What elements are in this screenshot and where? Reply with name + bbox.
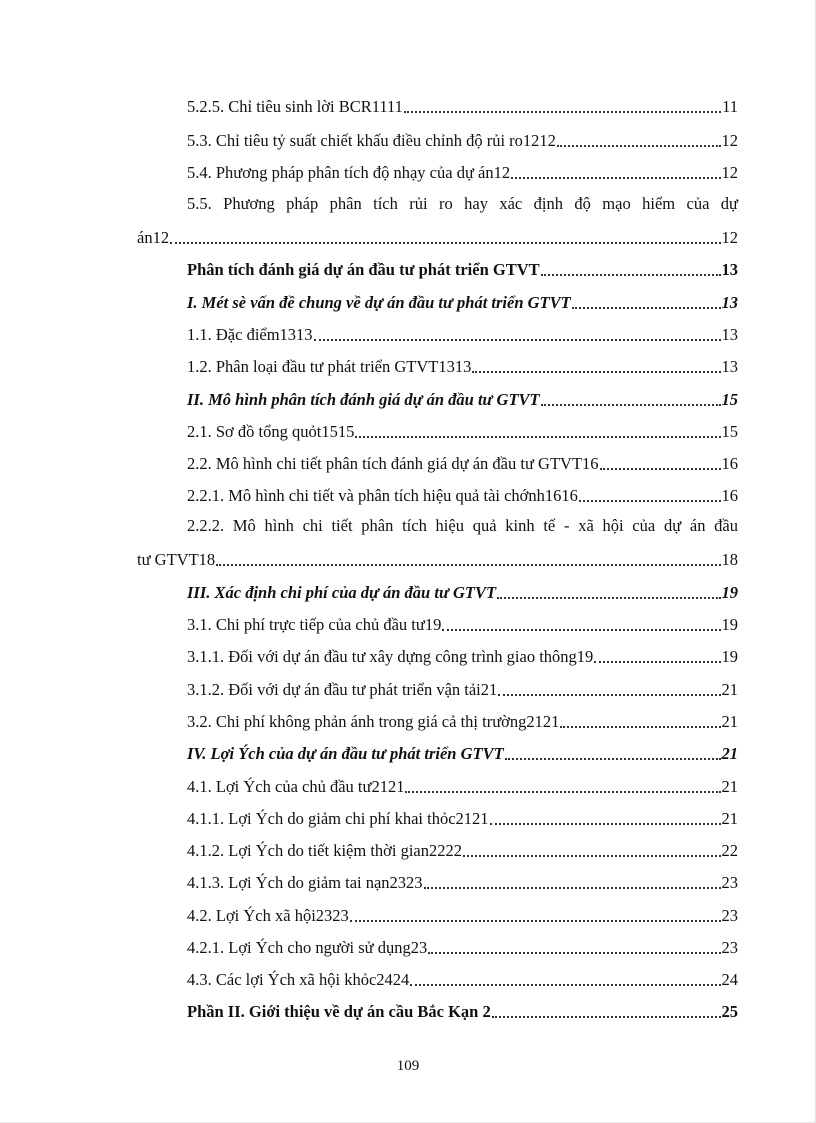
dot-leader xyxy=(497,581,720,599)
toc-entry-text: 4.1. Lợi Ých của chủ đầu tư2121 xyxy=(187,777,405,796)
dot-leader xyxy=(541,258,721,276)
page-number: 109 xyxy=(396,1058,420,1074)
toc-entry-3-2[interactable] xyxy=(187,709,738,733)
dot-leader xyxy=(579,484,721,502)
toc-entry-page: 21 xyxy=(721,777,738,796)
toc-entry-page: 16 xyxy=(721,454,738,473)
toc-entry-page: 21 xyxy=(721,712,738,731)
toc-entry-text: I. Mét sè vấn đề chung về dự án đầu tư phát triển GTVT xyxy=(187,293,571,312)
toc-entry-text: 2.2.1. Mô hình chi tiết và phân tích hiệu quả tài chớnh1616 xyxy=(187,486,578,505)
toc-entry-text: Phần II. Giới thiệu về dự án cầu Bắc Kạn 2 xyxy=(187,1002,491,1021)
toc-entry-page: 18 xyxy=(721,550,738,569)
dot-leader xyxy=(594,645,720,663)
toc-entry-4-1[interactable] xyxy=(187,774,738,798)
toc-entry-2-2-2[interactable] xyxy=(137,547,738,571)
dot-leader xyxy=(463,839,721,857)
toc-entry-2-2-2-first-line[interactable]: 2.2.2. Mô hình chi tiết phân tích hiệu quả kinh tế - xã hội của dự án đầu xyxy=(187,516,738,535)
toc-entry-text: 4.2.1. Lợi Ých cho người sử dụng23 xyxy=(187,938,428,957)
toc-entry-page: 23 xyxy=(721,906,738,925)
toc-entry-text: 4.2. Lợi Ých xã hội2323 xyxy=(187,906,349,925)
dot-leader xyxy=(557,129,721,147)
toc-entry-3-1[interactable] xyxy=(187,612,738,636)
toc-entry-text: 1.1. Đặc điểm1313 xyxy=(187,325,313,344)
toc-entry-4-2-1[interactable] xyxy=(187,935,738,959)
toc-entry-text: IV. Lợi Ých của dự án đầu tư phát triển GTVT xyxy=(187,744,504,763)
dot-leader xyxy=(424,871,721,889)
toc-entry-phan-ii[interactable] xyxy=(187,999,738,1023)
toc-entry-text: 4.1.2. Lợi Ých do tiết kiệm thời gian2222 xyxy=(187,841,462,860)
dot-leader xyxy=(410,968,720,986)
toc-entry-page: 23 xyxy=(721,873,738,892)
dot-leader xyxy=(355,420,720,438)
toc-entry-section-iv[interactable] xyxy=(187,741,738,765)
toc-entry-page: 22 xyxy=(721,841,738,860)
dot-leader xyxy=(428,936,720,954)
toc-entry-text: 3.1.2. Đối với dự án đầu tư phát triển vận tải21 xyxy=(187,680,498,699)
toc-entry-page: 23 xyxy=(721,938,738,957)
toc-entry-page: 13 xyxy=(721,260,738,279)
toc-entry-section-iii[interactable] xyxy=(187,580,738,604)
toc-entry-page: 13 xyxy=(721,293,738,312)
dot-leader xyxy=(492,1000,721,1018)
dot-leader xyxy=(560,710,720,728)
toc-entry-text: II. Mô hình phân tích đánh giá dự án đầu tư GTVT xyxy=(187,390,540,409)
toc-entry-page: 19 xyxy=(721,647,738,666)
dot-leader xyxy=(498,678,720,696)
dot-leader xyxy=(442,613,720,631)
toc-entry-page: 25 xyxy=(721,1002,738,1021)
dot-leader xyxy=(216,548,720,566)
toc-entry-page: 13 xyxy=(721,357,738,376)
toc-entry-text: 5.4. Phương pháp phân tích độ nhạy của dự án12 xyxy=(187,163,511,182)
toc-entry-text: 2.1. Sơ đồ tổng quỏt1515 xyxy=(187,422,355,441)
dot-leader xyxy=(350,904,721,922)
toc-entry-page: 12 xyxy=(721,228,738,247)
toc-entry-page: 12 xyxy=(721,131,738,150)
toc-entry-5-5[interactable] xyxy=(137,225,738,249)
toc-entry-page: 21 xyxy=(721,809,738,828)
toc-entry-3-1-1[interactable] xyxy=(187,644,738,668)
dot-leader xyxy=(541,388,721,406)
dot-leader xyxy=(170,226,720,244)
toc-entry-text: 3.1. Chi phí trực tiếp của chủ đầu tư19 xyxy=(187,615,442,634)
toc-entry-5-2-5[interactable] xyxy=(187,94,738,118)
toc-entry-text: 4.3. Các lợi Ých xã hội khỏc2424 xyxy=(187,970,410,989)
toc-entry-4-1-1[interactable] xyxy=(187,806,738,830)
toc-entry-section-i[interactable] xyxy=(187,290,738,314)
toc-entry-page: 16 xyxy=(721,486,738,505)
toc-entry-page: 15 xyxy=(721,390,738,409)
toc-entry-1-2[interactable] xyxy=(187,354,738,378)
dot-leader xyxy=(472,355,720,373)
toc-entry-text: 1.2. Phân loại đầu tư phát triển GTVT1313 xyxy=(187,357,472,376)
dot-leader xyxy=(511,161,720,179)
toc-entry-5-5-first-line[interactable]: 5.5. Phương pháp phân tích rủi ro hay xác định độ mạo hiểm của dự xyxy=(187,194,738,213)
toc-entry-page: 24 xyxy=(721,970,738,989)
dot-leader xyxy=(505,742,721,760)
toc-entry-2-2-1[interactable] xyxy=(187,483,738,507)
toc-entry-1-1[interactable] xyxy=(187,322,738,346)
toc-entry-5-3[interactable] xyxy=(187,128,738,152)
toc-entry-4-2[interactable] xyxy=(187,903,738,927)
toc-entry-text: 4.1.3. Lợi Ých do giảm tai nạn2323 xyxy=(187,873,423,892)
toc-entry-section-ii[interactable] xyxy=(187,387,738,411)
toc-entry-2-2[interactable] xyxy=(187,451,738,475)
toc-entry-page: 15 xyxy=(721,422,738,441)
dot-leader xyxy=(490,807,721,825)
toc-entry-3-1-2[interactable] xyxy=(187,677,738,701)
toc-entry-text: án12 xyxy=(137,228,170,247)
toc-entry-4-3[interactable] xyxy=(187,967,738,991)
toc-entry-5-4[interactable] xyxy=(187,160,738,184)
toc-entry-text: 5.3. Chỉ tiêu tỷ suất chiết khấu điều chỉnh độ rủi ro1212 xyxy=(187,131,556,150)
toc-entry-text: 2.2. Mô hình chi tiết phân tích đánh giá dự án đầu tư GTVT16 xyxy=(187,454,599,473)
dot-leader xyxy=(572,291,721,309)
dot-leader xyxy=(404,95,721,113)
toc-entry-4-1-3[interactable] xyxy=(187,870,738,894)
toc-entry-text: Phân tích đánh giá dự án đầu tư phát triển GTVT xyxy=(187,260,540,279)
toc-entry-2-1[interactable] xyxy=(187,419,738,443)
toc-entry-text: 3.2. Chi phí không phản ánh trong giá cả thị trường2121 xyxy=(187,712,560,731)
toc-entry-text: 3.1.1. Đối với dự án đầu tư xây dựng công trình giao thông19 xyxy=(187,647,594,666)
toc-entry-page: 12 xyxy=(721,163,738,182)
toc-entry-text: 4.1.1. Lợi Ých do giảm chi phí khai thỏc2121 xyxy=(187,809,489,828)
toc-entry-text: tư GTVT18 xyxy=(137,550,216,569)
toc-entry-4-1-2[interactable] xyxy=(187,838,738,862)
toc-entry-text: 5.2.5. Chỉ tiêu sinh lời BCR1111 xyxy=(187,97,403,116)
dot-leader xyxy=(314,323,721,341)
dot-leader xyxy=(600,452,721,470)
toc-entry-page: 21 xyxy=(721,680,738,699)
toc-entry-text: III. Xác định chi phí của dự án đầu tư GTVT xyxy=(187,583,497,602)
dot-leader xyxy=(405,775,720,793)
toc-entry-page: 21 xyxy=(721,744,738,763)
toc-entry-page: 19 xyxy=(721,583,738,602)
toc-entry-page: 11 xyxy=(722,97,738,116)
toc-entry-phan-tich[interactable] xyxy=(187,257,738,281)
toc-entry-page: 13 xyxy=(721,325,738,344)
toc-entry-page: 19 xyxy=(721,615,738,634)
